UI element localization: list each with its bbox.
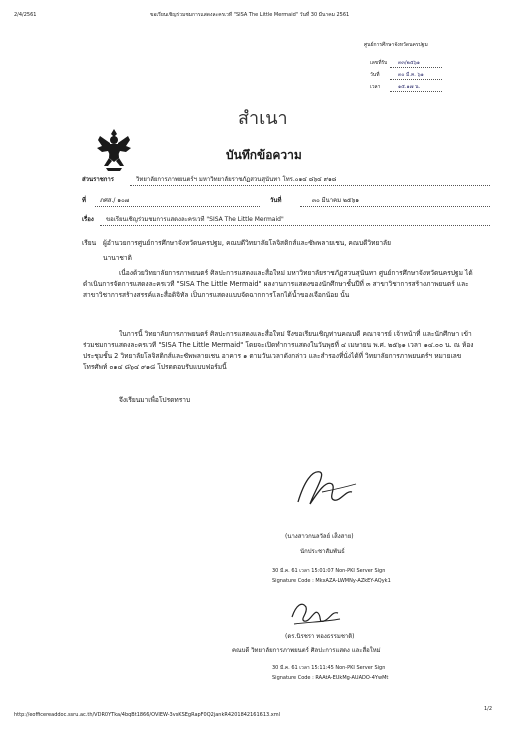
agency-value: วิทยาลัยการภาพยนตร์ฯ มหาวิทยาลัยราชภัฏสวนสุนันทา โทร.๐๑๔ ๘๖๔ ๙๑๘ — [136, 176, 337, 183]
receipt-time-label: เวลา — [370, 84, 381, 90]
closing-text: จึงเรียนมาเพื่อโปรดทราบ — [119, 396, 191, 404]
signer2-signed-line1: 30 มี.ค. 61 เวลา 15:11:45 Non-PKI Server Sign — [272, 665, 386, 671]
signer2-position: คณบดี วิทยาลัยการภาพยนตร์ ศิลปะการแสดง และสื่อใหม่ — [232, 647, 381, 654]
recipient-line2: นานาชาติ — [103, 254, 132, 262]
subject-value: ขอเรียนเชิญร่วมชมการแสดงละครเวที "SISA The Little Mermaid" — [106, 216, 284, 223]
print-date: 2/4/2561 — [14, 12, 37, 18]
receipt-number-label: เลขที่รับ — [370, 60, 388, 66]
signer2-name: (ดร.นิรชรา ทองธรรมชาติ) — [285, 633, 355, 640]
signature-2 — [288, 595, 344, 629]
signer1-name: (นางสาวกนลวัลย์ เส็งสาย) — [285, 533, 354, 540]
receipt-date-label: วันที่ — [370, 72, 380, 78]
garuda-emblem — [96, 128, 132, 172]
agency-label: ส่วนราชการ — [82, 176, 115, 183]
receipt-date-value: ๓๐ มี.ค. ๖๑ — [398, 72, 424, 78]
recipient-label: เรียน — [82, 239, 97, 247]
receipt-time-value: ๑๕.๑๗ น. — [398, 84, 421, 90]
copy-stamp: สำเนา — [238, 108, 288, 129]
date-value: ๓๐ มีนาคม ๒๕๖๑ — [312, 197, 360, 204]
body-paragraph-2: ในการนี้ วิทยาลัยการภาพยนตร์ ศิลปะการแสดงและสื่อใหม่ จึงขอเรียนเชิญท่านคณบดี คณาจารย์ เจ้าหน้าที่ และนักศึกษา เข้าร่วมชมการแสดงละครเวที "SISA The Little Mermaid" โดยจะเปิดทำการแสดงในวันพุธที่ ๔ เมษายน พ.ศ. ๒๕๖๑ เวลา ๑๔.๐๐ น. ณ ห้องประชุมชั้น 2 วิทยาลัยโลจิสติกส์และซัพพลายเชน อาคาร ๑ ตามวันเวลาดังกล่าว และสำรองที่นั่งได้ที่ วิทยาลัยการภาพยนตร์ฯ หมายเลขโทรศัพท์ ๐๑๔ ๘๖๔ ๙๑๘ โปรดตอบรับแบบฟอร์มนี้ — [83, 330, 474, 371]
ref-label: ที่ — [82, 197, 86, 204]
signature-1 — [292, 462, 362, 512]
body-paragraph-1: เนื่องด้วยวิทยาลัยการภาพยนตร์ ศิลปะการแสดงและสื่อใหม่ มหาวิทยาลัยราชภัฏสวนสุนันทา ศูนย์การศึกษาจังหวัดนครปฐม ได้ดำเนินการจัดการแสดงละครเวที "SISA The Little Mermaid" ผลงานการแสดงของนักศึกษาชั้นปีที่ ๓ สาขาวิชาการสร้างภาพยนตร์ และสาขาวิชาการสร้างสรรค์และสื่อดิจิทัล เป็นการแสดงแบบจัดฉากการโลกได้น้ำของเจือกน้อย นั้น — [83, 269, 473, 299]
signer1-signed-line2: Signature Code : MkxAZA-LWMNy-AZkEY-AQyk1 — [272, 578, 391, 584]
signer1-position: นักประชาสัมพันธ์ — [300, 548, 345, 555]
footer-url: http://eofficereaddoc.ssru.ac.th/VDR0YTka/4bqBt1866/OVIEW-3vsKSEgRapF0Q2jankR4201842161613.xml — [14, 712, 281, 718]
doc-title: บันทึกข้อความ — [226, 148, 302, 162]
subject-label: เรื่อง — [82, 216, 94, 223]
ref-value: ภศส./ ๑๐๗ — [100, 197, 130, 204]
page-number: 1/2 — [484, 706, 493, 712]
signer1-signed-line1: 30 มี.ค. 61 เวลา 15:01:07 Non-PKI Server Sign — [272, 568, 386, 574]
print-title: ขอเรียนเชิญร่วมชมการแสดงละครเวที "SISA The Little Mermaid" วันที่ 30 มีนาคม 2561 — [150, 12, 350, 18]
date-label: วันที่ — [270, 197, 282, 204]
receipt-number-value: ๓๓/๒๕๖๑ — [398, 60, 420, 66]
receipt-office: ศูนย์การศึกษาจังหวัดนครปฐม — [364, 42, 428, 48]
signer2-signed-line2: Signature Code : RAAtA-EUkMg-AUADO-4YwMt — [272, 675, 389, 681]
recipient-line1: ผู้อำนวยการศูนย์การศึกษาจังหวัดนครปฐม, คณบดีวิทยาลัยโลจิสติกส์และซัพพลายเชน, คณบดีวิทยาลัย — [103, 239, 391, 247]
